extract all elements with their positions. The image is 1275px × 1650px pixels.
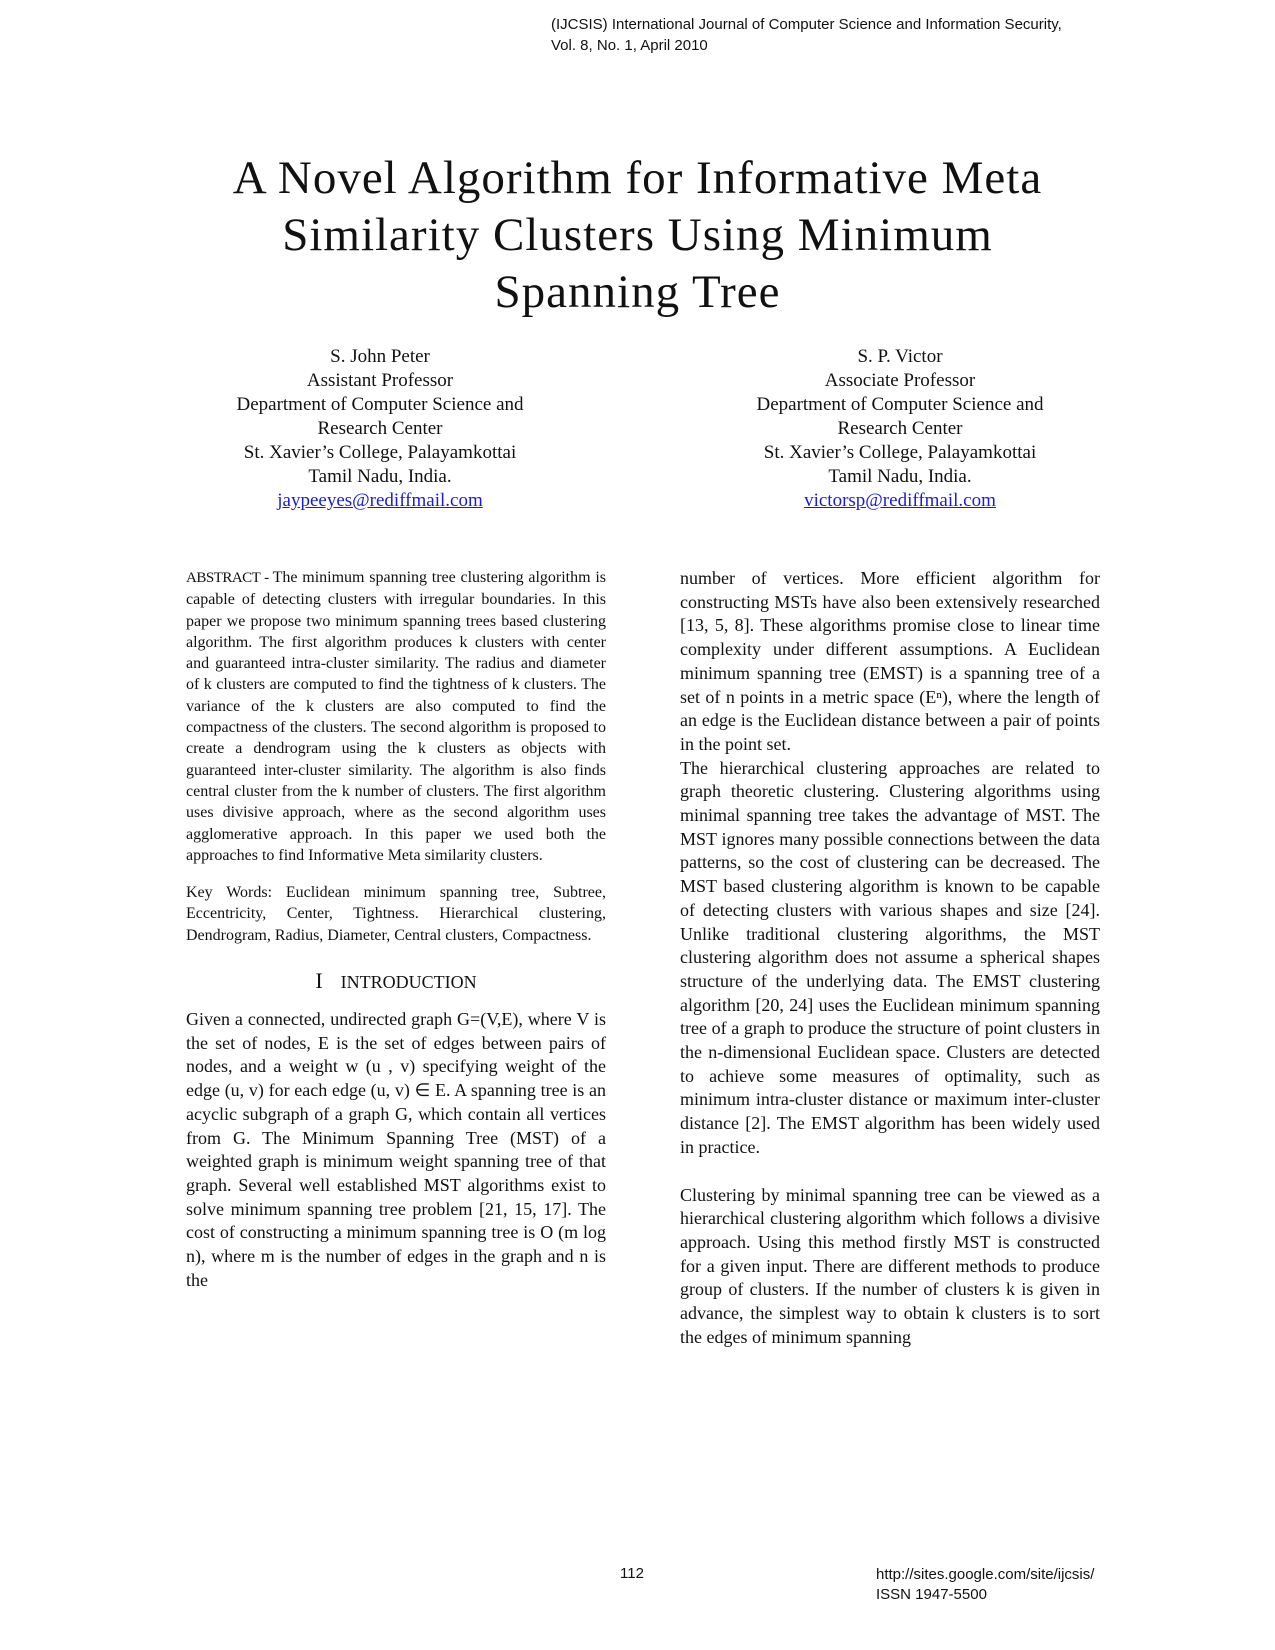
author-position: Assistant Professor — [306, 370, 454, 391]
footer-issn: ISSN 1947-5500 — [876, 1586, 987, 1603]
intro-paragraph-4: Clustering by minimal spanning tree can be viewed as a hierarchical clustering algorithm which follows a divisive approach. Using this method firstly MST is constructed for a given input. There are different methods to produce group of clusters. If the number of clusters k is given in advance, the simplest way to obtain k clusters is to sort the edges of minimum spanning — [680, 1184, 1100, 1347]
author-department-cont: Research Center — [317, 418, 443, 439]
intro-paragraph-3: The hierarchical clustering approaches are related to graph theoretic clustering. Clustering algorithms using minimal spanning tree takes the advantage of MST. The MST ignores many possible connections between the data patterns, so the cost of clustering can be decreased. The MST based clustering algorithm is known to be capable of detecting clusters with various shapes and size [24]. Unlike traditional clustering algorithms, the MST clustering algorithm does not assume a spherical shapes structure of the underlying data. The EMST clustering algorithm [20, 24] uses the Euclidean minimum spanning tree of a graph to produce the structure of point clusters in the n-dimensional Euclidean space. Clusters are detected to achieve some measures of optimality, such as minimum intra-cluster distance or maximum inter-cluster distance [2]. The EMST algorithm has been widely used in practice. — [680, 757, 1100, 1157]
journal-header-line1: (IJCSIS) International Journal of Computer Science and Information Security, — [551, 16, 1062, 33]
abstract — [186, 567, 606, 866]
author-department: Department of Computer Science and — [756, 394, 1044, 415]
title-line-3: Spanning Tree — [494, 266, 781, 318]
author-block-1 — [160, 345, 600, 513]
title-line-2: Similarity Clusters Using Minimum — [282, 209, 993, 261]
abstract-text: The minimum spanning tree clustering algorithm is capable of detecting clusters with irregular boundaries. In this paper we propose two minimum spanning trees based clustering algorithm. The first algorithm produces k clusters with center and guaranteed intra-cluster similarity. The radius and diameter of k clusters are computed to find the tightness of k clusters. The variance of the k clusters are also computed to find the compactness of the clusters. The second algorithm is proposed to create a dendrogram using the k clusters as objects with guaranteed inter-cluster similarity. The algorithm is also finds central cluster from the k number of clusters. The first algorithm uses divisive approach, where as the second algorithm uses agglomerative approach. In this paper we used both the approaches to find Informative Meta similarity clusters. — [186, 569, 607, 864]
author-name: S. P. Victor — [857, 346, 943, 367]
footer-url-link[interactable]: http://sites.google.com/site/ijcsis/ — [876, 1566, 1095, 1583]
author-college: St. Xavier’s College, Palayamkottai — [763, 442, 1037, 463]
author-email-link[interactable]: victorsp@rediffmail.com — [804, 490, 996, 511]
right-column — [680, 567, 1100, 1350]
author-name: S. John Peter — [330, 346, 430, 367]
intro-paragraph-1: Given a connected, undirected graph G=(V,E), where V is the set of nodes, E is the set of edges between pairs of nodes, and a weight w (u , v) specifying weight of the edge (u, v) for each edge (u, v) ∈ E. A spanning tree is an acyclic subgraph of a graph G, which contain all vertices from G. The Minimum Spanning Tree (MST) of a weighted graph is minimum weight spanning tree of that graph. Several well established MST algorithms exist to solve minimum spanning tree problem [21, 15, 17]. The cost of constructing a minimum spanning tree is O (m log n), where m is the number of edges in the graph and n is the — [186, 1009, 606, 1290]
section-title: INTRODUCTION — [340, 972, 477, 993]
intro-paragraph-2: number of vertices. More efficient algorithm for constructing MSTs have also been extensively researched [13, 5, 8]. These algorithms promise close to linear time complexity under different assumptions. A Euclidean minimum spanning tree (EMST) is a spanning tree of a set of n points in a metric space (Eⁿ), where the length of an edge is the Euclidean distance between a pair of points in the point set. — [680, 568, 1100, 754]
author-position: Associate Professor — [824, 370, 976, 391]
paper-title — [120, 150, 1155, 321]
author-location: Tamil Nadu, India. — [308, 466, 452, 487]
author-department: Department of Computer Science and — [236, 394, 524, 415]
footer-info — [876, 1565, 1094, 1605]
author-block-2 — [680, 345, 1120, 513]
author-college: St. Xavier’s College, Palayamkottai — [243, 442, 517, 463]
author-department-cont: Research Center — [837, 418, 963, 439]
author-email-link[interactable]: jaypeeyes@rediffmail.com — [277, 490, 483, 511]
journal-header — [551, 14, 1062, 56]
title-line-1: A Novel Algorithm for Informative Meta — [232, 152, 1043, 204]
journal-header-line2: Vol. 8, No. 1, April 2010 — [551, 37, 708, 54]
abstract-label: ABSTRACT - — [186, 570, 273, 586]
keywords: Key Words: Euclidean minimum spanning tree, Subtree, Eccentricity, Center, Tightness. Hierarchical clustering, Dendrogram, Radius, Diameter, Central clusters, Compactness. — [186, 884, 606, 944]
section-heading-introduction — [186, 968, 606, 994]
section-number: I — [315, 968, 323, 994]
page-number: 112 — [620, 1565, 644, 1582]
author-location: Tamil Nadu, India. — [828, 466, 972, 487]
left-column — [186, 567, 606, 1292]
